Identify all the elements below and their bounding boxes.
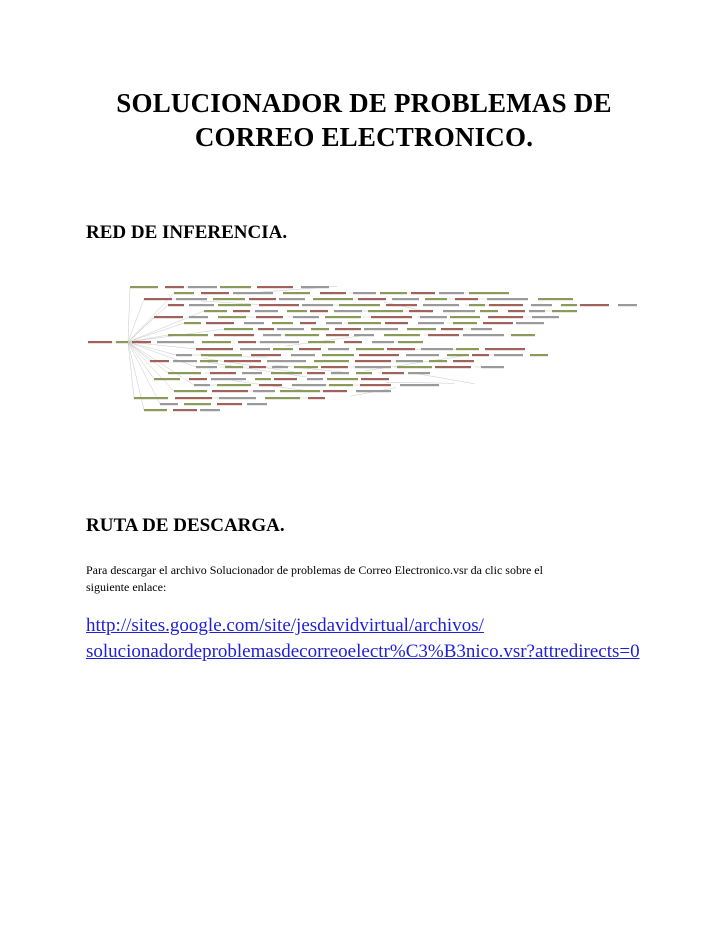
network-node <box>200 409 220 411</box>
network-node <box>385 322 408 324</box>
network-node <box>450 316 480 318</box>
network-node <box>360 384 391 386</box>
network-node <box>323 390 347 392</box>
network-node <box>356 372 372 374</box>
network-node <box>508 310 525 312</box>
network-node <box>189 304 214 306</box>
network-node <box>258 328 274 330</box>
network-node <box>168 304 184 306</box>
network-node <box>300 322 316 324</box>
network-node <box>354 334 374 336</box>
network-edge <box>128 311 204 342</box>
network-node <box>494 354 523 356</box>
network-node <box>277 328 304 330</box>
network-node <box>189 378 207 380</box>
network-node <box>307 378 323 380</box>
network-node <box>299 348 321 350</box>
network-node <box>217 384 251 386</box>
network-node <box>382 372 404 374</box>
network-node <box>418 322 444 324</box>
network-node <box>471 328 492 330</box>
title-line-2: CORREO ELECTRONICO. <box>194 122 534 152</box>
network-node <box>538 298 573 300</box>
network-node <box>314 360 349 362</box>
network-node <box>255 310 278 312</box>
network-node <box>326 334 349 336</box>
network-node <box>326 322 342 324</box>
network-node <box>283 292 310 294</box>
network-node <box>184 403 211 405</box>
network-node <box>279 298 305 300</box>
network-node <box>263 334 281 336</box>
network-node <box>439 292 464 294</box>
network-node <box>359 354 399 356</box>
network-node <box>249 366 266 368</box>
network-edge <box>386 382 454 383</box>
network-node <box>429 360 447 362</box>
network-node <box>398 341 423 343</box>
network-node <box>219 397 256 399</box>
network-node <box>372 341 394 343</box>
network-node <box>201 292 229 294</box>
network-node <box>387 348 415 350</box>
network-node <box>302 304 333 306</box>
network-node <box>160 403 178 405</box>
network-node <box>176 354 192 356</box>
inference-network-heading: RED DE INFERENCIA. <box>86 222 288 243</box>
network-node <box>348 322 381 324</box>
network-node <box>481 366 504 368</box>
network-node <box>287 310 307 312</box>
network-node <box>132 341 151 343</box>
network-node <box>483 322 513 324</box>
network-node <box>259 384 282 386</box>
network-node <box>173 360 197 362</box>
network-node <box>272 366 288 368</box>
network-node <box>134 397 168 399</box>
network-node <box>618 304 637 306</box>
network-node <box>420 316 447 318</box>
network-node <box>116 341 128 343</box>
network-node <box>407 328 436 330</box>
network-node <box>175 397 212 399</box>
network-node <box>455 298 478 300</box>
network-node <box>329 384 353 386</box>
network-node <box>334 310 362 312</box>
inference-network-diagram <box>84 272 654 422</box>
network-node <box>310 310 328 312</box>
network-node <box>358 298 386 300</box>
network-node <box>384 334 420 336</box>
network-node <box>165 286 184 288</box>
network-node <box>321 366 348 368</box>
network-node <box>485 348 525 350</box>
download-path-heading: RUTA DE DESCARGA. <box>86 515 285 536</box>
network-node <box>331 372 349 374</box>
network-node <box>154 316 183 318</box>
network-node <box>392 298 419 300</box>
download-link-line-1[interactable]: http://sites.google.com/site/jesdavidvirtual/archivos/ <box>86 615 484 636</box>
network-node <box>489 304 523 306</box>
network-node <box>174 390 207 392</box>
network-node <box>213 298 245 300</box>
network-node <box>313 298 353 300</box>
network-node <box>271 372 302 374</box>
network-node <box>204 310 227 312</box>
network-node <box>421 348 453 350</box>
network-node <box>144 409 167 411</box>
network-node <box>130 286 158 288</box>
network-edge <box>411 373 475 384</box>
network-node <box>453 360 474 362</box>
network-node <box>307 372 325 374</box>
network-node <box>580 304 609 306</box>
network-node <box>200 360 218 362</box>
network-edge <box>128 299 144 342</box>
network-node <box>273 348 293 350</box>
network-node <box>435 366 471 368</box>
network-node <box>184 322 201 324</box>
network-edge <box>128 323 184 342</box>
network-node <box>447 354 469 356</box>
network-node <box>327 378 358 380</box>
network-node <box>274 378 297 380</box>
network-node <box>189 316 208 318</box>
network-node <box>386 304 417 306</box>
network-node <box>251 354 281 356</box>
network-node <box>339 304 380 306</box>
network-node <box>320 292 346 294</box>
network-node <box>428 334 459 336</box>
download-link[interactable] <box>86 613 640 665</box>
network-node <box>272 322 293 324</box>
network-edge <box>128 342 144 410</box>
network-node <box>157 341 194 343</box>
network-node <box>529 310 545 312</box>
network-node <box>325 316 361 318</box>
network-node <box>322 354 354 356</box>
network-node <box>238 341 256 343</box>
network-node <box>469 304 485 306</box>
network-node <box>225 366 243 368</box>
network-node <box>196 366 217 368</box>
network-node <box>244 322 264 324</box>
network-node <box>218 316 246 318</box>
network-node <box>280 390 320 392</box>
network-node <box>206 322 234 324</box>
network-edge <box>128 342 134 398</box>
network-node <box>328 348 349 350</box>
network-node <box>202 341 231 343</box>
network-node <box>364 328 398 330</box>
network-node <box>380 292 407 294</box>
network-node <box>301 286 329 288</box>
network-node <box>233 310 250 312</box>
download-link-line-2[interactable]: solucionadordeproblemasdecorreoelectr%C3%B3nico.vsr?attredirects=0 <box>86 641 640 662</box>
network-node <box>247 403 267 405</box>
network-node <box>531 304 552 306</box>
network-node <box>150 360 169 362</box>
network-node <box>453 322 477 324</box>
network-node <box>188 286 217 288</box>
network-node <box>308 397 325 399</box>
network-node <box>214 334 254 336</box>
network-node <box>411 292 435 294</box>
network-edge <box>285 336 363 347</box>
network-node <box>267 360 306 362</box>
network-node <box>355 360 391 362</box>
network-node <box>511 334 535 336</box>
network-node <box>265 397 300 399</box>
network-node <box>361 378 389 380</box>
network-node <box>406 354 439 356</box>
network-node <box>552 310 577 312</box>
network-node <box>217 403 242 405</box>
network-node <box>469 292 509 294</box>
network-node <box>255 378 271 380</box>
network-node <box>257 286 293 288</box>
network-node <box>233 292 273 294</box>
network-node <box>356 348 384 350</box>
network-node <box>240 348 270 350</box>
network-node <box>173 409 197 411</box>
network-node <box>292 384 326 386</box>
network-node <box>285 334 319 336</box>
title-line-1: SOLUCIONADOR DE PROBLEMAS DE <box>116 88 612 118</box>
network-node <box>253 390 275 392</box>
network-node <box>443 310 475 312</box>
network-node <box>242 372 262 374</box>
network-node <box>472 354 489 356</box>
network-node <box>408 372 430 374</box>
network-node <box>291 354 315 356</box>
network-node <box>308 341 335 343</box>
network-node <box>532 316 559 318</box>
network-node <box>311 328 329 330</box>
network-node <box>516 322 544 324</box>
network-node <box>194 384 210 386</box>
network-node <box>344 341 362 343</box>
document-title <box>40 86 688 154</box>
network-node <box>530 354 548 356</box>
network-node <box>355 366 391 368</box>
network-edge <box>128 342 160 404</box>
network-node <box>463 334 504 336</box>
network-node <box>409 310 433 312</box>
network-node <box>480 310 498 312</box>
network-node <box>368 310 403 312</box>
network-node <box>256 316 283 318</box>
network-node <box>293 316 319 318</box>
network-node <box>456 348 479 350</box>
instructions-line-2: siguiente enlace: <box>86 580 167 594</box>
network-node <box>441 328 463 330</box>
network-node <box>488 316 523 318</box>
network-node <box>294 366 318 368</box>
network-edge <box>365 356 464 371</box>
network-node <box>356 390 391 392</box>
network-node <box>561 304 577 306</box>
network-node <box>211 378 246 380</box>
network-node <box>371 316 412 318</box>
network-node <box>396 360 423 362</box>
network-node <box>210 372 236 374</box>
network-node <box>397 366 432 368</box>
network-node <box>224 360 261 362</box>
network-node <box>88 341 112 343</box>
network-node <box>201 354 242 356</box>
network-node <box>168 372 201 374</box>
network-edge <box>128 287 130 342</box>
network-node <box>220 286 251 288</box>
network-node <box>212 390 248 392</box>
network-edge <box>128 342 174 391</box>
network-node <box>224 328 253 330</box>
network-node <box>487 298 528 300</box>
network-node <box>176 298 207 300</box>
network-node <box>174 292 194 294</box>
network-node <box>168 334 208 336</box>
network-node <box>423 304 459 306</box>
network-node <box>259 304 299 306</box>
network-node <box>144 298 172 300</box>
network-node <box>154 378 180 380</box>
network-node <box>353 292 376 294</box>
network-node <box>260 341 299 343</box>
download-instructions <box>86 562 666 596</box>
network-edge <box>208 362 307 377</box>
network-node <box>425 298 447 300</box>
network-node <box>196 348 233 350</box>
instructions-line-1: Para descargar el archivo Solucionador de problemas de Correo Electronico.vsr da clic sobre el <box>86 563 543 577</box>
network-node <box>400 384 439 386</box>
network-node <box>335 328 361 330</box>
network-node <box>249 298 276 300</box>
network-node <box>218 304 251 306</box>
